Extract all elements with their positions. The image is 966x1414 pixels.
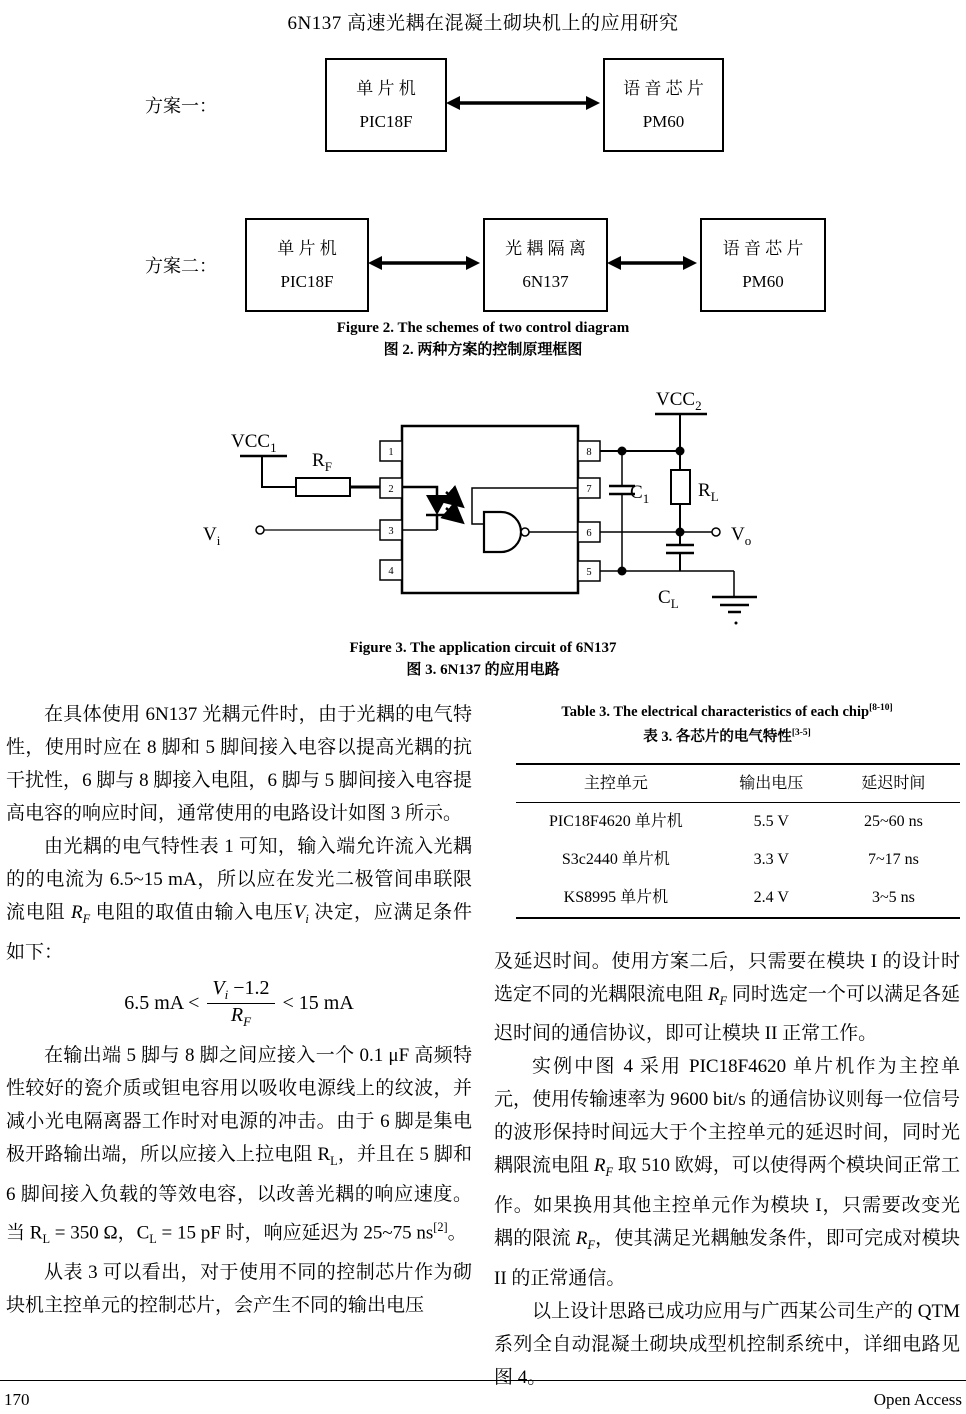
paragraph-right-1: 及延迟时间。使用方案二后，只需要在模块 I 的设计时选定不同的光耦限流电阻 $R_F$ 同时选定一个可以满足各延迟时间的通信协议，即可让模块 II 正常工作。 <box>494 950 960 1045</box>
formula-fraction <box>207 977 274 1030</box>
paragraph-left-3: 在输出端 5 脚与 8 脚之间应接入一个 0.1 μF 高频特性较好的瓷介质或钽电容用以吸收电源线上的纹波，并减小光电隔离器工作时对电源的冲击。由于 6 脚是集电极开路输出端，所以应接入上拉电阻 $R_L$，并且在 5 脚和 6 脚间接入负载的等效电容，以改善光耦的响应速度。当 $R_L = 350$ Ω，$C_L = 15$ pF 时，响应延迟为 25~75 ns[2]。 <box>6 1044 472 1246</box>
footer-open-access: Open Access <box>873 1390 962 1409</box>
scheme2-mcu-box <box>245 218 369 312</box>
bidirectional-arrow <box>367 252 481 274</box>
mcu-box-chip: PIC18F <box>359 112 413 131</box>
vi-terminal <box>203 524 380 548</box>
rl-label: $R_L$ <box>698 480 719 504</box>
formula-denominator: $R_F$ <box>230 1004 252 1030</box>
table-row <box>516 879 960 918</box>
table3-caption-en: Table 3. The electrical characteristics of each chip[8-10] <box>561 703 893 720</box>
scheme1-label: 方案一： <box>145 96 217 116</box>
footer-rule <box>0 1380 966 1381</box>
page-title: 6N137 高速光耦在混凝土砌块机上的应用研究 <box>287 13 679 34</box>
figure2-caption-en: Figure 2. The schemes of two control diagram <box>336 320 630 336</box>
table3-caption-zh: 表 3. 各芯片的电气特性[3-5] <box>643 727 811 745</box>
vi-label: $V_i$ <box>203 524 221 548</box>
table-row <box>516 802 960 841</box>
cell-voltage: 2.4 V <box>753 889 789 907</box>
cell-delay: 25~60 ns <box>863 813 923 831</box>
nand-gate <box>472 488 578 552</box>
mcu-box-title: 单 片 机 <box>356 79 416 98</box>
voice-box-chip: PM60 <box>742 272 784 291</box>
right-column <box>494 698 960 1394</box>
opto-box-chip: 6N137 <box>522 272 569 291</box>
pin-3-number: 3 <box>388 526 394 537</box>
cell-delay: 7~17 ns <box>867 851 919 869</box>
opto-box-title: 光 耦 隔 离 <box>505 239 586 258</box>
voice-box-title: 语 音 芯 片 <box>623 79 704 98</box>
c1-label: $C_1$ <box>630 482 650 506</box>
scheme1-voice-box <box>603 58 724 152</box>
figure2-caption-zh: 图 2. 两种方案的控制原理框图 <box>383 342 583 358</box>
cell-voltage: 5.5 V <box>753 813 789 831</box>
table-row <box>516 841 960 879</box>
scheme1-mcu-box <box>325 58 447 152</box>
paragraph-left-1: 在具体使用 6N137 光耦元件时，由于光耦的电气特性，使用时应在 8 脚和 5 脚间接入电容以提高光耦的抗干扰性，6 脚与 8 脚接入电阻，6 脚与 5 脚间接入电容提高电容的响应时间，通常使用的电路设计如图 3 所示。 <box>6 704 472 824</box>
pin-8-number: 8 <box>586 447 592 458</box>
left-column <box>6 698 472 1322</box>
formula-current-condition <box>6 969 472 1039</box>
formula-numerator: $V_i -1.2$ <box>207 977 274 1004</box>
paragraph-left-2: 由光耦的电气特性表 1 可知，输入端允许流入光耦的的电流为 6.5~15 mA，所以应在发光二极管间串联限流电阻 $R_F$ 电阻的取值由输入电压$V_i$ 决定，应满足条件如下： <box>6 836 472 963</box>
paragraph-left-4: 从表 3 可以看出，对于使用不同的控制芯片作为砌块机主控单元的控制芯片，会产生不同的输出电压 <box>6 1261 472 1316</box>
table-header-row <box>516 764 960 803</box>
bidirectional-arrow <box>445 92 601 114</box>
column-header: 延迟时间 <box>827 764 960 803</box>
pin-2-number: 2 <box>388 484 394 495</box>
column-header: 输出电压 <box>716 764 827 803</box>
pin-4-number: 4 <box>388 566 394 577</box>
junction-dot <box>618 567 627 576</box>
paragraph-right-3: 以上设计思路已成功应用与广西某公司生产的 QTM 系列全自动混凝土砌块成型机控制系统中，详细电路见图 4。 <box>494 1301 960 1389</box>
formula-right: < 15 mA <box>282 992 354 1015</box>
rl-resistor <box>671 451 719 532</box>
vcc2-rail <box>655 389 707 451</box>
scheme2-label: 方案二： <box>145 256 217 276</box>
scheme2-opto-box <box>483 218 608 312</box>
scheme2-voice-box <box>700 218 826 312</box>
cell-chip: PIC18F4620 单片机 <box>548 813 683 831</box>
footer-page-number: 170 <box>4 1390 30 1409</box>
ic-left-pins <box>380 441 402 580</box>
vcc2-label: $VCC_2$ <box>656 389 702 413</box>
cl-label: $C_L$ <box>658 587 679 611</box>
cell-delay: 3~5 ns <box>871 889 915 907</box>
voice-box-chip: PM60 <box>642 112 685 131</box>
pin-7-number: 7 <box>586 484 592 495</box>
rf-resistor <box>296 450 381 496</box>
pin-6-number: 6 <box>586 528 592 539</box>
c1-capacitor <box>609 451 649 571</box>
voice-box-title: 语 音 芯 片 <box>722 239 804 258</box>
table3 <box>516 763 960 919</box>
formula-left: 6.5 mA < <box>124 992 200 1015</box>
ic-right-pins <box>578 441 600 581</box>
vcc1-label: $VCC_1$ <box>231 431 277 455</box>
vcc1-rail <box>231 431 296 487</box>
pin-5-number: 5 <box>586 567 592 578</box>
bidirectional-arrow <box>606 252 698 274</box>
pin-1-number: 1 <box>388 447 394 458</box>
cell-chip: S3c2440 单片机 <box>561 851 670 869</box>
mcu-box-chip: PIC18F <box>280 272 334 291</box>
vo-label: $V_o$ <box>731 524 752 548</box>
paragraph-right-2: 实例中图 4 采用 PIC18F4620 单片机作为主控单元，使用传输速率为 9600 bit/s 的通信协议则每一位信号的波形保持时间远大于个主控单元的延迟时间，同时光耦限流电阻 $R_F$ 取 510 欧姆，可以使得两个模块间正常工作。如果换用其他主控单元作为模块 I，只需要改变光耦的限流 $R_F$，使其满足光耦触发条件，即可完成对模块 II 的正常通信。 <box>494 1056 960 1290</box>
column-header: 主控单元 <box>516 764 716 803</box>
light-arrows <box>446 492 461 521</box>
led-diode <box>402 487 448 530</box>
ic-box <box>402 426 578 593</box>
pin8-wire <box>600 447 685 456</box>
rf-label: $R_F$ <box>312 450 332 474</box>
cell-chip: KS8995 单片机 <box>563 889 669 907</box>
cell-voltage: 3.3 V <box>753 851 789 869</box>
figure3-caption-zh: 图 3. 6N137 的应用电路 <box>406 662 560 678</box>
mcu-box-title: 单 片 机 <box>277 239 337 258</box>
figure3-circuit <box>170 375 790 637</box>
figure3-caption-en: Figure 3. The application circuit of 6N137 <box>349 640 617 656</box>
